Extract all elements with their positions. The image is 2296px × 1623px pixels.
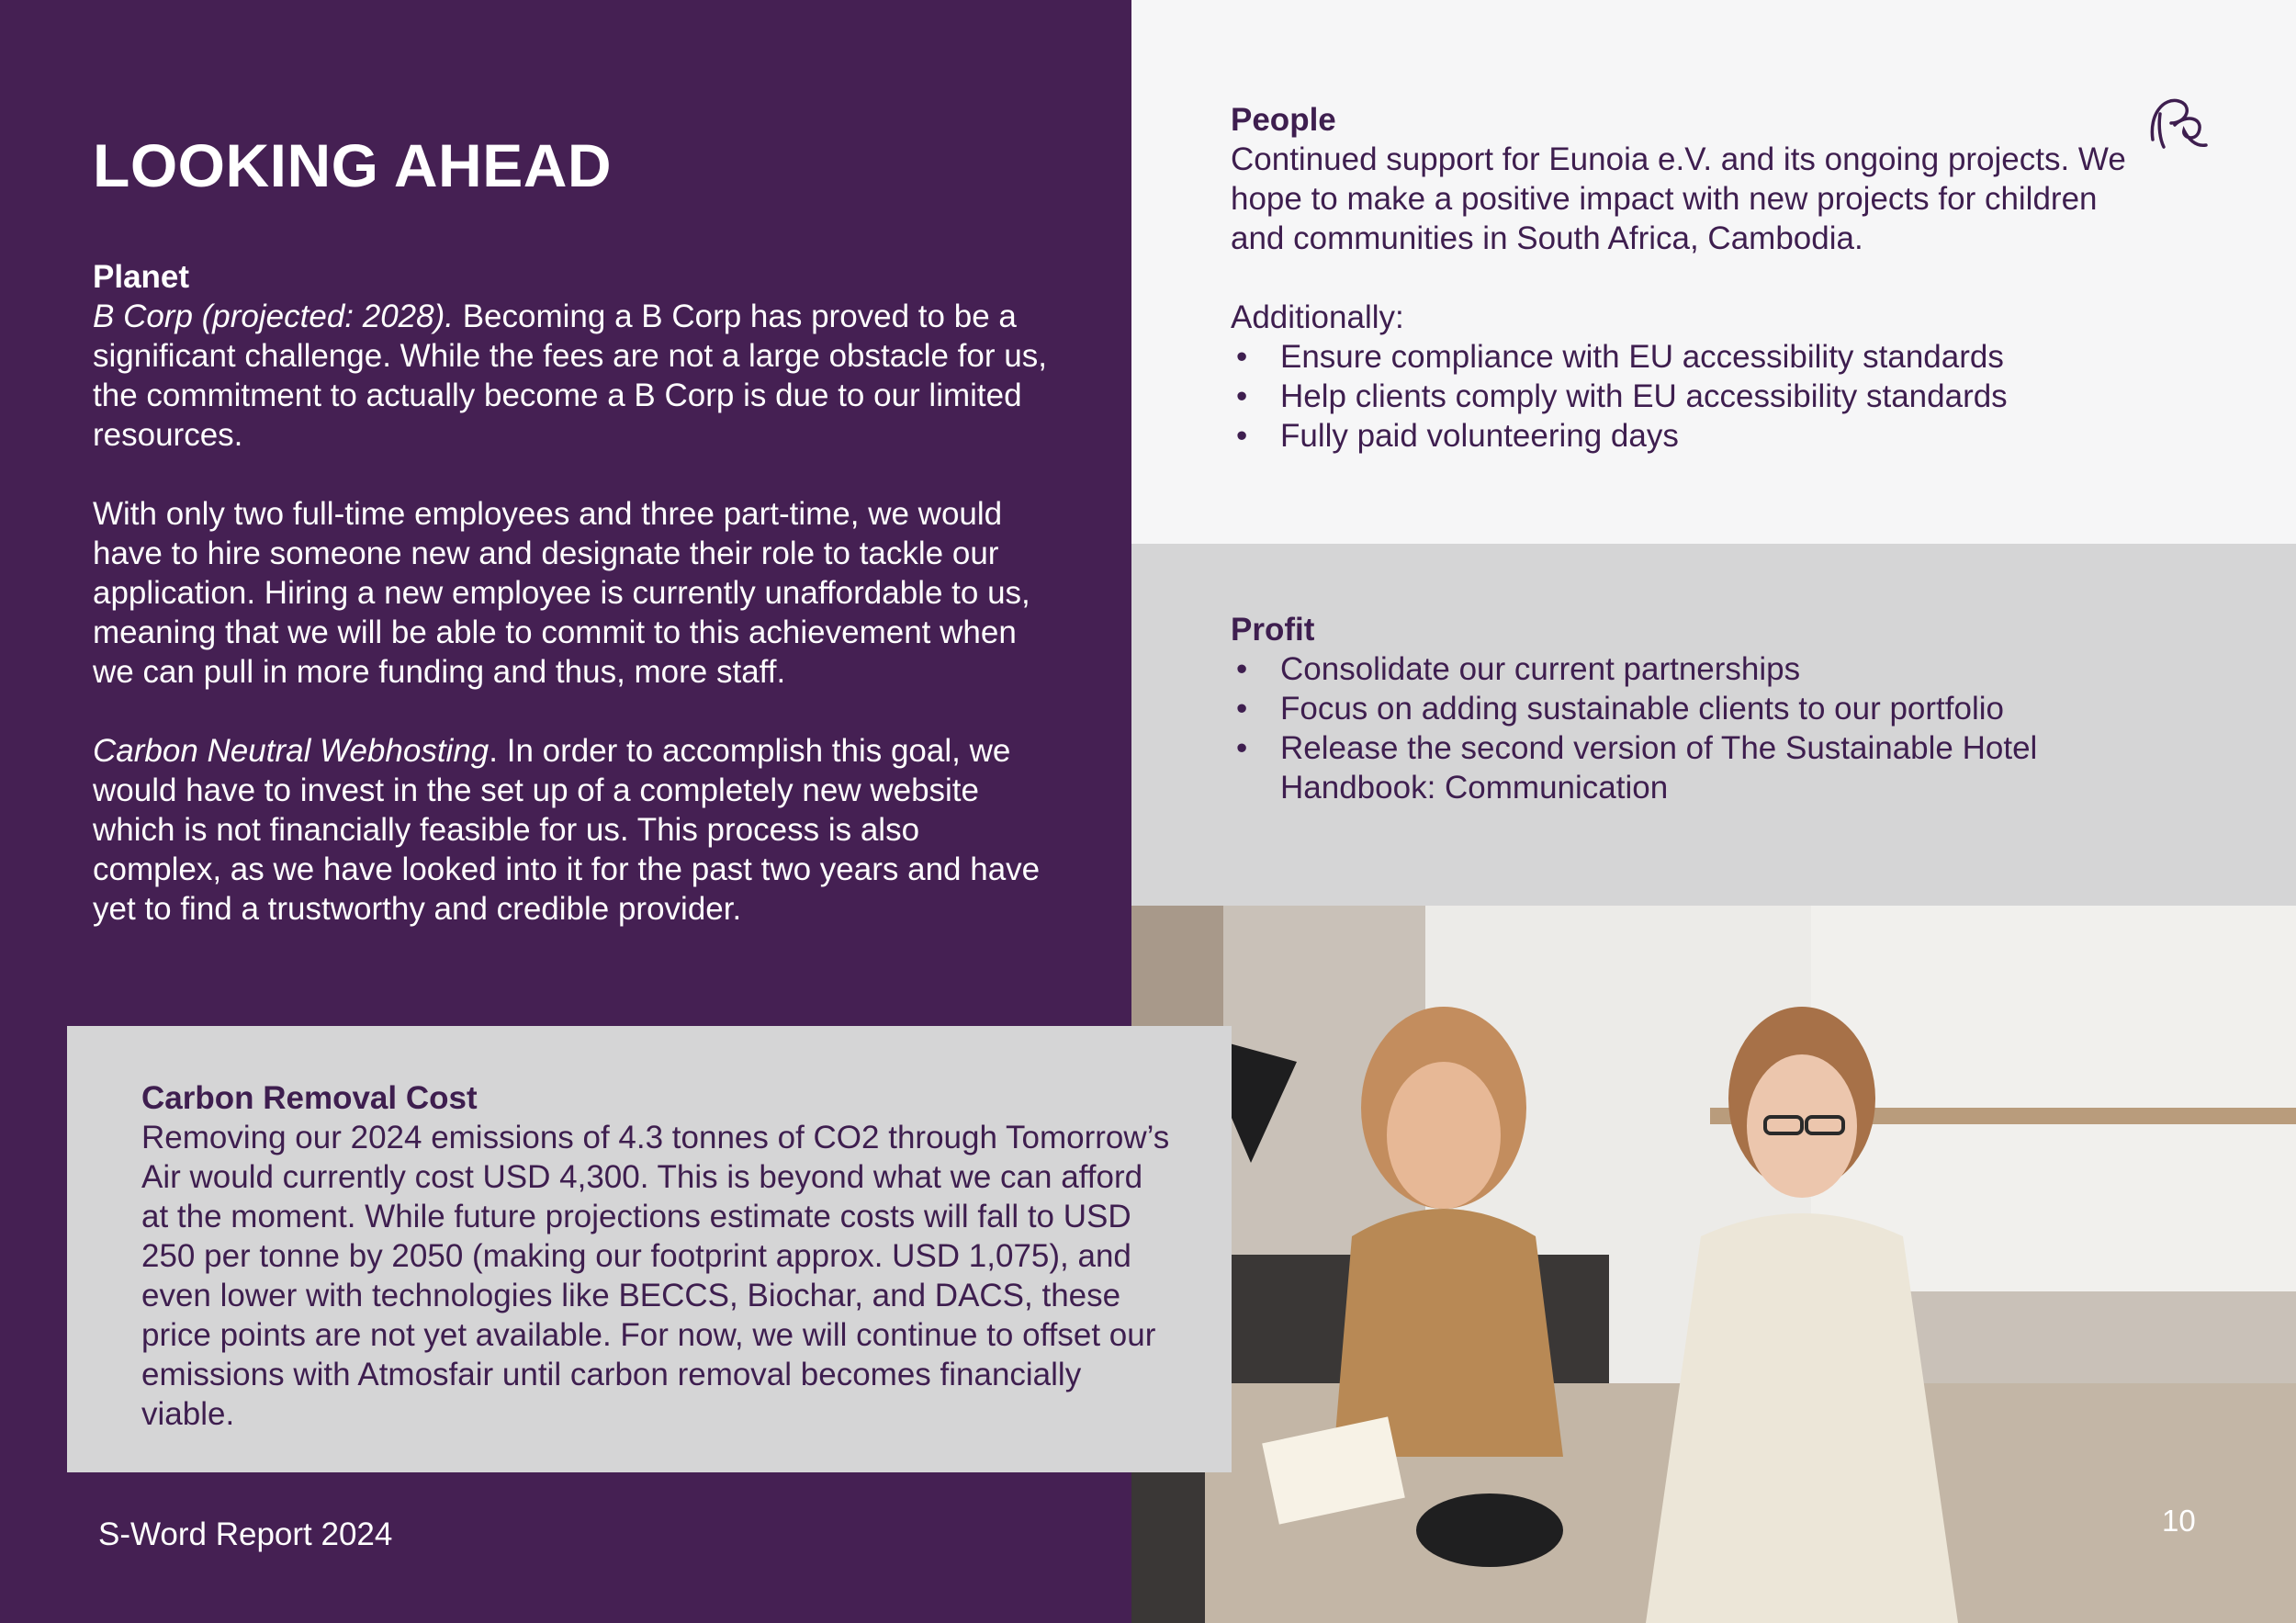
planet-paragraph-staff: With only two full-time employees and three part-time, we would have to hire someone new and designate their role to tackle our application. Hiring a new employee is currently unaffordable to us, meaning that we will be able to commit to this achievement when we can pull in more funding and thus, more staff.	[93, 496, 1030, 690]
team-photo	[1131, 906, 2296, 1623]
list-item: • Focus on adding sustainable clients to our portfolio	[1231, 689, 2186, 728]
carbon-heading: Carbon Removal Cost	[141, 1080, 478, 1116]
people-section	[1231, 100, 2149, 456]
list-item: • Help clients comply with EU accessibility standards	[1231, 377, 2149, 416]
planet-paragraph-bcorp	[93, 297, 1048, 455]
planet-heading: Planet	[93, 259, 190, 295]
list-item: • Ensure compliance with EU accessibility standards	[1231, 337, 2149, 377]
people-list	[1231, 337, 2149, 456]
bcorp-italic-label: B Corp (projected: 2028).	[93, 299, 454, 334]
list-item: • Release the second version of The Sustainable Hotel Handbook: Communication	[1231, 728, 2186, 807]
profit-section	[1231, 610, 2186, 807]
webhosting-italic-label: Carbon Neutral Webhosting	[93, 733, 490, 769]
people-heading: People	[1231, 102, 1336, 138]
planet-paragraph-webhosting	[93, 731, 1048, 929]
list-item: • Fully paid volunteering days	[1231, 416, 2149, 456]
planet-section	[93, 257, 1048, 929]
people-paragraph: Continued support for Eunoia e.V. and its ongoing projects. We hope to make a positive impact with new projects for children and communities in South Africa, Cambodia.	[1231, 141, 2126, 256]
carbon-removal-section	[141, 1078, 1170, 1434]
people-additionally: Additionally:	[1231, 299, 1404, 335]
page-title: LOOKING AHEAD	[93, 131, 613, 199]
report-footer: S-Word Report 2024	[98, 1516, 393, 1552]
brand-logo-icon	[2140, 86, 2212, 158]
page-number: 10	[2162, 1504, 2196, 1538]
profit-heading: Profit	[1231, 612, 1315, 648]
team-photo-illustration	[1131, 906, 2296, 1623]
list-item: • Consolidate our current partnerships	[1231, 649, 2186, 689]
webhosting-text: . In order to accomplish this goal, we would have to invest in the set up of a completely new website which is not financially feasible for us. This process is also complex, as we have looked into it for the past two years and have yet to find a trustworthy and credible provider.	[93, 733, 1041, 927]
bcorp-text: Becoming a B Corp has proved to be a significant challenge. While the fees are not a large obstacle for us, the commitment to actually become a B Corp is due to our limited resources.	[93, 299, 1047, 453]
carbon-body: Removing our 2024 emissions of 4.3 tonnes of CO2 through Tomorrow’s Air would currently cost USD 4,300. This is beyond what we can afford at the moment. While future projections estimate costs will fall to USD 250 per tonne by 2050 (making our footprint approx. USD 1,075), and even lower with technologies like BECCS, Biochar, and DACS, these price points are not yet available. For now, we will continue to offset our emissions with Atmosfair until carbon removal becomes financially viable.	[141, 1120, 1170, 1432]
profit-list	[1231, 649, 2186, 807]
